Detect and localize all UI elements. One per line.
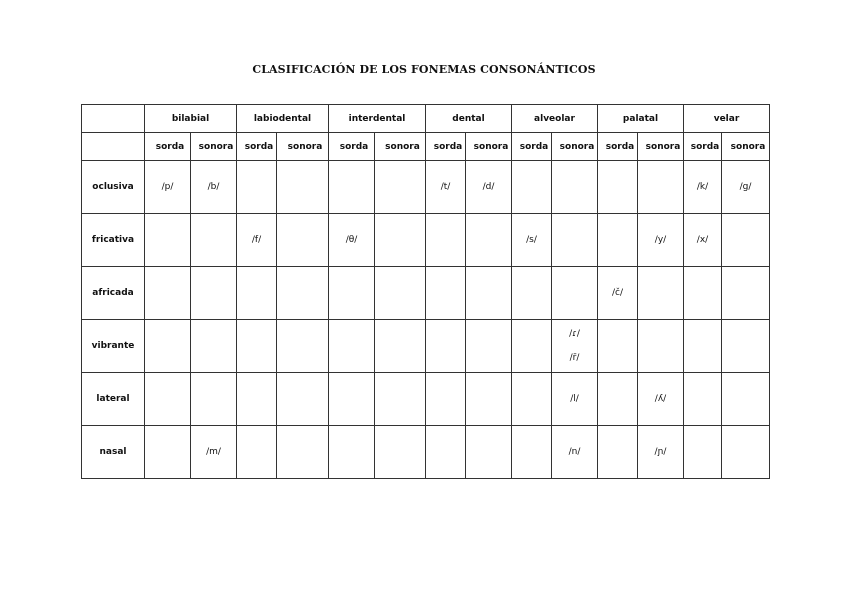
voicing-header: sonora: [638, 133, 684, 161]
phoneme-cell: [722, 426, 770, 479]
phoneme-cell: [237, 267, 277, 320]
phoneme-cell: [552, 161, 598, 214]
phoneme-cell: [466, 426, 512, 479]
phoneme-cell: [375, 267, 426, 320]
phoneme-cell: [329, 267, 375, 320]
phoneme-cell: [512, 161, 552, 214]
phoneme-cell: [237, 320, 277, 373]
phoneme-cell: [237, 426, 277, 479]
phoneme-cell: [145, 267, 191, 320]
phoneme-cell: [426, 426, 466, 479]
voicing-header: sonora: [277, 133, 329, 161]
place-header-row: [82, 105, 770, 133]
phoneme-cell: [512, 373, 552, 426]
phoneme-cell: [466, 267, 512, 320]
manner-row: [82, 426, 770, 479]
phoneme-cell: [598, 373, 638, 426]
phoneme-cell: [722, 214, 770, 267]
phoneme-cell: [466, 320, 512, 373]
phoneme-cell: [552, 267, 598, 320]
phoneme-cell: [426, 214, 466, 267]
phoneme-cell: /ɲ/: [638, 426, 684, 479]
phoneme-cell: [512, 320, 552, 373]
place-header-alveolar: alveolar: [512, 105, 598, 133]
phoneme-cell: /d/: [466, 161, 512, 214]
phoneme-cell: [145, 214, 191, 267]
phoneme-cell: [277, 267, 329, 320]
phoneme-cell: /x/: [684, 214, 722, 267]
corner-cell-2: [82, 133, 145, 161]
phoneme-table: [81, 104, 770, 479]
phoneme-cell: /k/: [684, 161, 722, 214]
voicing-header-row: [82, 133, 770, 161]
manner-row: [82, 320, 770, 373]
corner-cell: [82, 105, 145, 133]
voicing-header: sonora: [375, 133, 426, 161]
place-header-dental: dental: [426, 105, 512, 133]
phoneme-cell: /l/: [552, 373, 598, 426]
manner-label: oclusiva: [82, 161, 145, 214]
phoneme-cell: [277, 320, 329, 373]
phoneme-cell: [722, 267, 770, 320]
voicing-header: sonora: [466, 133, 512, 161]
phoneme-cell: /ʎ/: [638, 373, 684, 426]
phoneme-cell: [512, 267, 552, 320]
manner-row: [82, 373, 770, 426]
phoneme: /r̄/: [569, 353, 580, 363]
voicing-header: sorda: [237, 133, 277, 161]
voicing-header: sorda: [426, 133, 466, 161]
phoneme-cell: [426, 320, 466, 373]
phoneme-cell: /f/: [237, 214, 277, 267]
phoneme-cell: [237, 373, 277, 426]
phoneme-cell: [145, 320, 191, 373]
phoneme-cell: [684, 426, 722, 479]
phoneme-stack: [552, 329, 597, 363]
phoneme-cell: /y/: [638, 214, 684, 267]
phoneme-cell: [375, 426, 426, 479]
voicing-header: sorda: [598, 133, 638, 161]
phoneme-cell: [466, 373, 512, 426]
voicing-header: sonora: [722, 133, 770, 161]
manner-row: [82, 161, 770, 214]
phoneme-cell: [191, 320, 237, 373]
document-title: CLASIFICACIÓN DE LOS FONEMAS CONSONÁNTICOS: [252, 63, 596, 76]
phoneme-cell: [512, 426, 552, 479]
phoneme-cell: [638, 320, 684, 373]
phoneme-cell: [277, 373, 329, 426]
phoneme-cell: [277, 214, 329, 267]
phoneme-cell: [237, 161, 277, 214]
phoneme-cell: [375, 373, 426, 426]
voicing-header: sorda: [145, 133, 191, 161]
phoneme-cell: /s/: [512, 214, 552, 267]
phoneme-cell: /g/: [722, 161, 770, 214]
place-header-interdental: interdental: [329, 105, 426, 133]
manner-label: vibrante: [82, 320, 145, 373]
manner-row: [82, 267, 770, 320]
phoneme-cell: /m/: [191, 426, 237, 479]
phoneme: /ɾ/: [569, 329, 580, 339]
phoneme-cell: [426, 267, 466, 320]
phoneme-cell: [375, 214, 426, 267]
phoneme-cell: /n/: [552, 426, 598, 479]
place-header-velar: velar: [684, 105, 770, 133]
phoneme-cell: [598, 214, 638, 267]
phoneme-cell: [329, 320, 375, 373]
place-header-bilabial: bilabial: [145, 105, 237, 133]
phoneme-cell: /č/: [598, 267, 638, 320]
phoneme-cell: /t/: [426, 161, 466, 214]
phoneme-cell: [375, 161, 426, 214]
phoneme-cell: [191, 214, 237, 267]
phoneme-cell: [277, 426, 329, 479]
phoneme-cell: /b/: [191, 161, 237, 214]
phoneme-cell: [552, 214, 598, 267]
manner-label: lateral: [82, 373, 145, 426]
manner-row: [82, 214, 770, 267]
phoneme-cell: [145, 426, 191, 479]
phoneme-cell: [598, 426, 638, 479]
voicing-header: sorda: [684, 133, 722, 161]
phoneme-cell: [722, 320, 770, 373]
phoneme-cell: [638, 161, 684, 214]
phoneme-cell: [598, 320, 638, 373]
voicing-header: sonora: [552, 133, 598, 161]
phoneme-cell: [684, 320, 722, 373]
phoneme-cell: [145, 373, 191, 426]
phoneme-cell: [191, 267, 237, 320]
place-header-labiodental: labiodental: [237, 105, 329, 133]
phoneme-cell: [329, 426, 375, 479]
phoneme-cell: [277, 161, 329, 214]
phoneme-cell: [375, 320, 426, 373]
voicing-header: sonora: [191, 133, 237, 161]
manner-label: nasal: [82, 426, 145, 479]
phoneme-cell: /θ/: [329, 214, 375, 267]
phoneme-cell: [638, 267, 684, 320]
manner-label: africada: [82, 267, 145, 320]
voicing-header: sorda: [512, 133, 552, 161]
manner-label: fricativa: [82, 214, 145, 267]
phoneme-cell: [191, 373, 237, 426]
phoneme-cell: [598, 161, 638, 214]
phoneme-cell: /p/: [145, 161, 191, 214]
phoneme-cell: [329, 161, 375, 214]
phoneme-cell: [426, 373, 466, 426]
phoneme-cell: [684, 373, 722, 426]
phoneme-cell: [552, 320, 598, 373]
phoneme-cell: [684, 267, 722, 320]
phoneme-cell: [722, 373, 770, 426]
voicing-header: sorda: [329, 133, 375, 161]
place-header-palatal: palatal: [598, 105, 684, 133]
phoneme-cell: [466, 214, 512, 267]
phoneme-cell: [329, 373, 375, 426]
